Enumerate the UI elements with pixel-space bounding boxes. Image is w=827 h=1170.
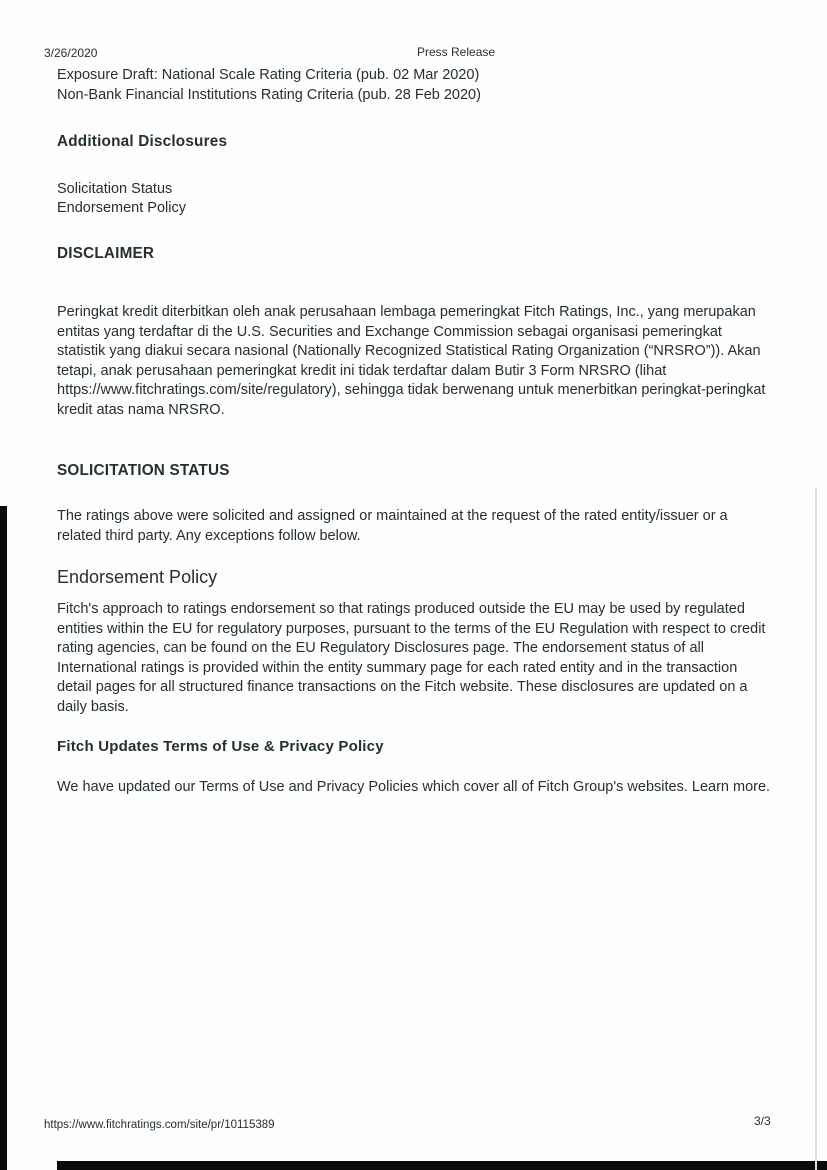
disclaimer-body: Peringkat kredit diterbitkan oleh anak perusahaan lembaga pemeringkat Fitch Ratings, Inc., yang merupakan entitas yang terdaftar di the U.S. Securities and Exchange Commission sebagai organisasi pemeringkat statistik yang diakui secara nasional (Nationally Recognized Statistical Rating Organization (“NRSRO”)). Akan tetapi, anak perusahaan pemeringkat kredit ini tidak terdaftar dalam Butir 3 Form NRSRO (lihat https://www.fitchratings.com/site/regulatory), sehingga tidak berwenang untuk menerbitkan peringkat-peringkat kredit atas nama NRSRO.: [57, 304, 766, 418]
disclosure-item-endorsement-policy: Endorsement Policy: [57, 200, 186, 216]
footer-page-indicator: 3/3: [754, 1114, 771, 1128]
terms-update-heading: Fitch Updates Terms of Use & Privacy Policy: [57, 738, 384, 755]
endorsement-policy-body: Fitch's approach to ratings endorsement so that ratings produced outside the EU may be used by regulated entities within the EU for regulatory purposes, pursuant to the terms of the EU Regulation with respect to credit rating agencies, can be found on the EU Regulatory Disclosures page. The endorsement status of all International ratings is provided within the entity summary page for each rated entity and in the transaction detail pages for all structured finance transactions on the Fitch website. These disclosures are updated on a daily basis.: [57, 601, 766, 715]
additional-disclosures-heading: Additional Disclosures: [57, 133, 228, 150]
disclaimer-heading: DISCLAIMER: [57, 245, 155, 262]
header-date: 3/26/2020: [44, 46, 98, 60]
solicitation-status-heading: SOLICITATION STATUS: [57, 462, 230, 479]
criteria-line: Exposure Draft: National Scale Rating Criteria (pub. 02 Mar 2020): [57, 67, 480, 83]
criteria-line: Non-Bank Financial Institutions Rating Criteria (pub. 28 Feb 2020): [57, 87, 481, 103]
header-doc-type: Press Release: [417, 45, 496, 59]
endorsement-policy-heading: Endorsement Policy: [57, 567, 218, 587]
scan-artifact-left-bar: [0, 506, 7, 1170]
disclosure-item-solicitation-status: Solicitation Status: [57, 181, 173, 197]
footer-url: https://www.fitchratings.com/site/pr/10115389: [44, 1119, 275, 1131]
scan-artifact-bottom-bar: [57, 1161, 827, 1170]
solicitation-status-body: The ratings above were solicited and assigned or maintained at the request of the rated entity/issuer or a related third party. Any exceptions follow below.: [57, 508, 728, 544]
terms-update-body: We have updated our Terms of Use and Privacy Policies which cover all of Fitch Group's websites. Learn more.: [57, 779, 771, 795]
scan-artifact-right-faint-line: [815, 488, 817, 1170]
